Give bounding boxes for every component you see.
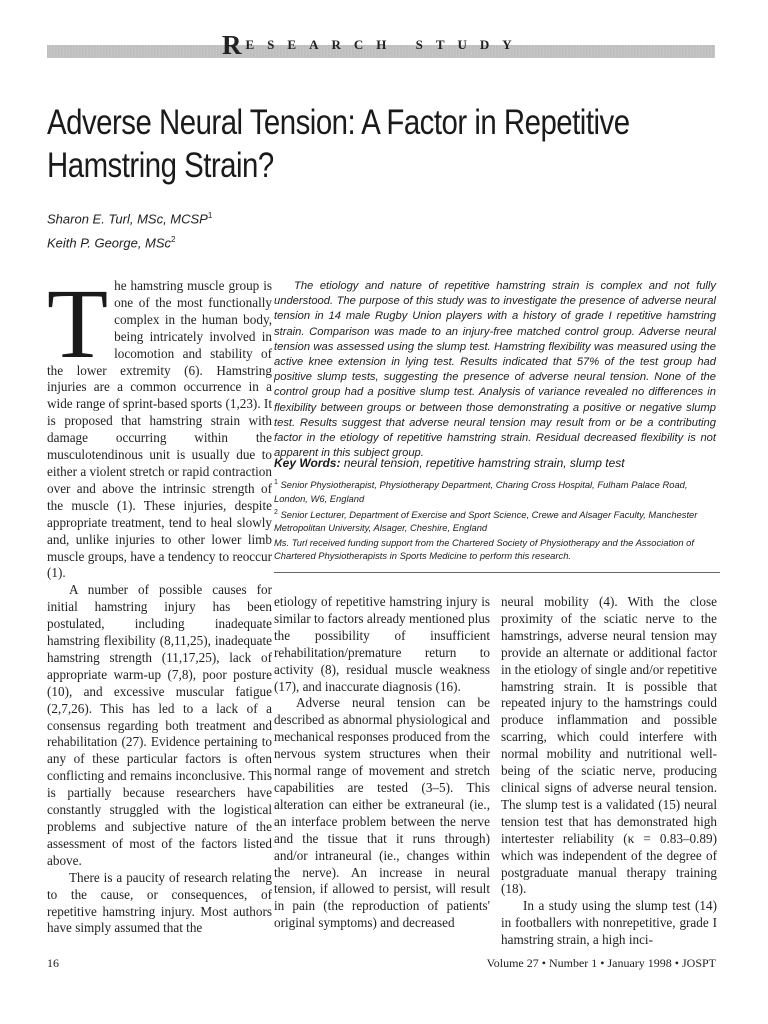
footnote	[274, 506, 716, 535]
footnote-text: Senior Lecturer, Department of Exercise and Sport Science, Crewe and Alsager Faculty, Manchester Metropolitan University, Alsager, Cheshire, England	[274, 509, 698, 534]
banner-rest: ESEARCH STUDY	[245, 37, 525, 52]
body-paragraph: A number of possible causes for initial hamstring injury has been postulated, including inadequate hamstring flexibility (8,11,25), inadequate hamstring strength (11,17,25), lack of appropriate warm-up (7,8), poor posture (10), and excessive muscular fatigue (2,7,26). This has led to a lack of a consensus regarding both treatment and rehabilitation (27). Evidence pertaining to any of these particular factors is often conflicting and remains inconclusive. This is partially because researchers have constantly struggled with the logistical problems and subjective nature of the assessment of most of the factors listed above.	[47, 582, 272, 868]
footnote-text: Senior Physiotherapist, Physiotherapy Department, Charing Cross Hospital, Fulham Palace Road, London, W6, England	[274, 479, 688, 504]
key-words	[274, 456, 716, 470]
page-number: 16	[47, 956, 59, 970]
body-paragraph: There is a paucity of research relating to the cause, or consequences, of repetitive hamstring injury. Most authors have simply assumed that the	[47, 869, 272, 936]
footnote-mark: 1	[274, 479, 278, 486]
body-paragraph: etiology of repetitive hamstring injury is similar to factors already mentioned plus the possibility of insufficient rehabilitation/premature return to activity (8), residual muscle weakness (17), and inaccurate diagnosis (16).	[274, 594, 490, 694]
abstract	[274, 279, 716, 461]
author-affiliation-mark: 2	[171, 235, 176, 245]
footnote	[274, 476, 716, 505]
author-footnotes	[274, 476, 716, 564]
section-banner-label	[222, 30, 525, 60]
body-paragraph: Adverse neural tension can be described as abnormal physiological and mechanical responses produced from the nervous system structures when their normal range of movement and stretch capabilities are tested (3–5). This alteration can either be extraneural (ie., an interface problem between the nerve and the tissue that it runs through) and/or intraneural (ie., changes within the nerve). An increase in neural tension, if allowed to persist, will result in pain (the reproduction of patients' original symptoms) and decreased	[274, 695, 490, 931]
author-affiliation-mark: 1	[207, 211, 213, 220]
footnote	[274, 536, 716, 563]
author-2	[47, 229, 212, 253]
body-column-2	[274, 594, 490, 932]
author-name: Keith P. George, MSc	[47, 235, 172, 251]
intro-paragraph-text: he hamstring muscle group is one of the most functionally complex in the human body, being intricately involved in locomotion and stability of the lower extremity (6). Hamstring injuries are a common occurrence in a wide range of sprint-based sports (1,23). It is proposed that hamstring strain with damage occurring within the musculotendinous unit is usually due to either a violent stretch or rapid contraction over and above the intrinsic strength of the muscle (1). These injuries, despite appropriate treatment, tend to heal slowly and, unlike injuries to other lower limb muscle groups, have a tendency to reoccur (1).	[47, 278, 272, 581]
body-column-1	[47, 268, 272, 937]
banner-first-letter: R	[222, 30, 246, 60]
author-1	[47, 205, 212, 229]
author-list	[47, 205, 212, 254]
author-name: Sharon E. Turl, MSc, MCSP	[47, 211, 208, 227]
body-column-3	[501, 594, 717, 949]
key-words-text: neural tension, repetitive hamstring strain, slump test	[343, 456, 625, 470]
article-title: Adverse Neural Tension: A Factor in Repetitive Hamstring Strain?	[47, 103, 630, 185]
abstract-text: The etiology and nature of repetitive hamstring strain is complex and not fully understood. The purpose of this study was to investigate the presence of adverse neural tension in 14 male Rugby Union players with a history of grade I repetitive hamstring strain. Comparison was made to an injury-free matched control group. Adverse neural tension was assessed using the slump test. Hamstring flexibility was measured using the active knee extension in lying test. Results indicated that 57% of the test group had positive slump tests, suggesting the presence of adverse neural tension. None of the control group had a positive slump test. Analysis of variance revealed no differences in flexibility between groups or between those demonstrating a positive or negative slump test. Results suggest that adverse neural tension may result from or be a contributing factor in the etiology of repetitive hamstring strain. Residual decreased flexibility is not apparent in this subject group.	[274, 280, 716, 460]
footnote-mark: 2	[274, 508, 278, 516]
footnote-text: Ms. Turl received funding support from the Chartered Society of Physiotherapy and the Association of Chartered Physiotherapists in Sports Medicine to perform this research.	[274, 536, 695, 562]
drop-cap: T	[47, 268, 109, 379]
body-paragraph: In a study using the slump test (14) in footballers with nonrepetitive, grade I hamstring strain, a high inci-	[501, 898, 717, 948]
footnote-divider	[274, 572, 720, 573]
body-paragraph: neural mobility (4). With the close proximity of the sciatic nerve to the hamstrings, adverse neural tension may provide an alternate or additional factor in the etiology of single and/or repetitive hamstring strain. It is possible that repeated injury to the hamstrings could produce inflammation and possible scarring, which could interfere with normal mobility and nutritional well-being of the sciatic nerve, producing clinical signs of adverse neural tension. The slump test is a validated (15) neural tension test that has demonstrated high intertester reliability (κ = 0.83–0.89) which was independent of the degree of postgraduate manual therapy training (18).	[501, 594, 717, 897]
intro-paragraph	[47, 268, 272, 582]
journal-footer: Volume 27 • Number 1 • January 1998 • JOSPT	[486, 956, 716, 970]
key-words-label: Key Words:	[274, 456, 341, 470]
